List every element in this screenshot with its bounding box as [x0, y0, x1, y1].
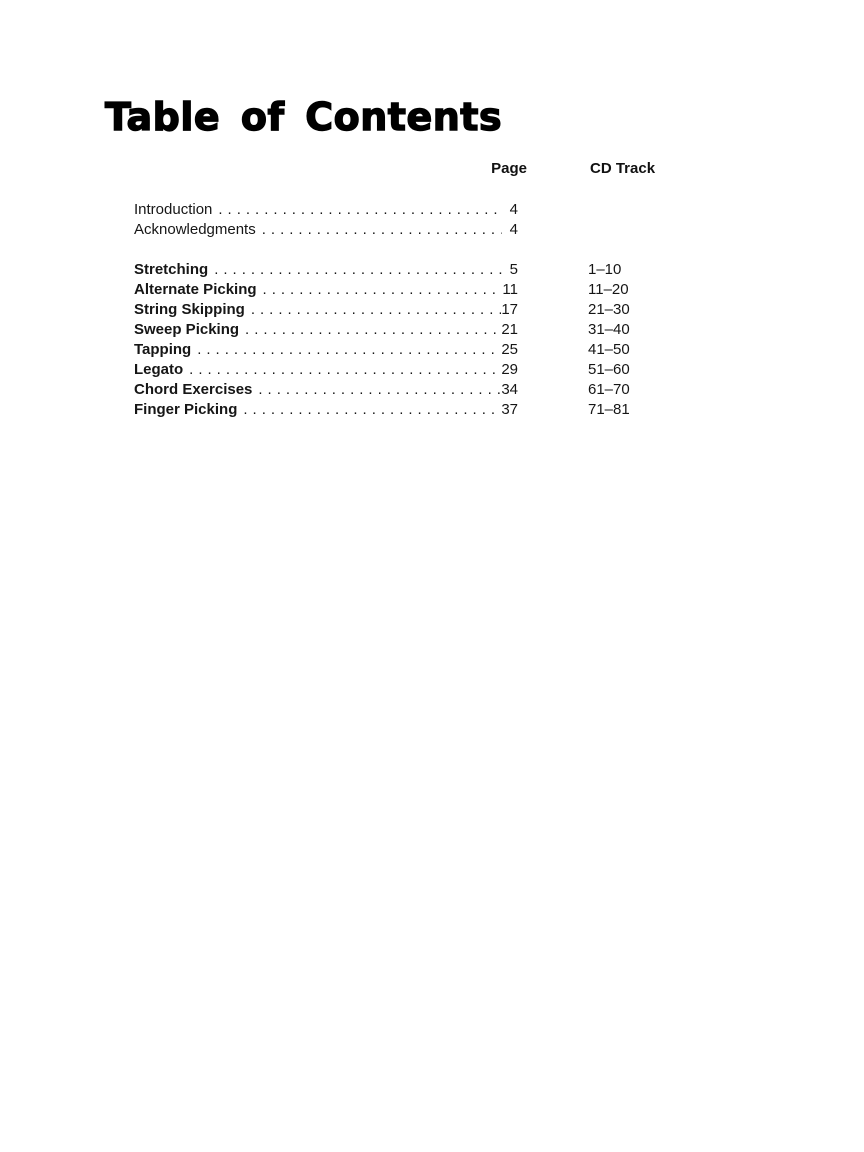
- toc-entry-cd-track: 1–10: [588, 261, 622, 278]
- toc-row: [134, 380, 694, 400]
- toc-entry-label: Finger Picking: [134, 401, 238, 418]
- page-column-header: Page: [491, 160, 527, 177]
- toc-entry-cd-track: 21–30: [588, 301, 630, 318]
- dot-leader: [189, 360, 501, 380]
- toc-row-main: [134, 300, 518, 320]
- toc-entry-page-number: 5: [509, 261, 518, 278]
- dot-leader: [214, 260, 502, 280]
- toc-entry-label: Acknowledgments: [134, 221, 256, 238]
- toc-row: [134, 300, 694, 320]
- toc-entry-cd-track: 11–20: [588, 281, 629, 298]
- toc-row: [134, 320, 694, 340]
- toc-row-main: [134, 260, 518, 280]
- cd-track-column-header: CD Track: [590, 160, 656, 177]
- toc-entry-page-number: 37: [501, 401, 518, 418]
- toc-entry-label: String Skipping: [134, 301, 245, 318]
- toc-entry-page-number: 21: [501, 321, 518, 338]
- toc-row: [134, 260, 694, 280]
- toc-entry-cd-track: 51–60: [588, 361, 630, 378]
- toc-entry-cd-track: 71–81: [588, 401, 630, 418]
- toc-row-main: [134, 320, 518, 340]
- toc-row: [134, 400, 694, 420]
- column-headers: [0, 159, 864, 179]
- toc-row-main: [134, 280, 518, 300]
- toc-entry-label: Legato: [134, 361, 184, 378]
- toc-row-main: [134, 340, 518, 360]
- dot-leader: [263, 280, 502, 300]
- toc-entry-label: Tapping: [134, 341, 192, 358]
- toc-row-main: [134, 400, 518, 420]
- dot-leader: [243, 400, 501, 420]
- toc-entry-label: Chord Exercises: [134, 381, 253, 398]
- toc-entry-cd-track: 31–40: [588, 321, 630, 338]
- dot-leader: [197, 340, 501, 360]
- toc-row: [134, 280, 694, 300]
- toc-entry-page-number: 34: [501, 381, 518, 398]
- front-matter-list: [134, 200, 694, 240]
- toc-row: [134, 340, 694, 360]
- toc-entry-label: Sweep Picking: [134, 321, 240, 338]
- toc-entry-cd-track: 41–50: [588, 341, 630, 358]
- toc-row: [134, 220, 694, 240]
- toc-entry-page-number: 4: [509, 221, 518, 238]
- dot-leader: [251, 300, 501, 320]
- toc-entry-label: Introduction: [134, 201, 213, 218]
- toc-row: [134, 360, 694, 380]
- toc-entry-page-number: 29: [501, 361, 518, 378]
- toc-row: [134, 200, 694, 220]
- page-title: Table of Contents: [105, 95, 503, 139]
- dot-leader: [258, 380, 501, 400]
- toc-entry-page-number: 25: [501, 341, 518, 358]
- toc-entry-page-number: 4: [509, 201, 518, 218]
- toc-row-main: [134, 220, 518, 240]
- toc-entry-page-number: 17: [501, 301, 518, 318]
- dot-leader: [218, 200, 502, 220]
- sections-list: [134, 260, 694, 420]
- dot-leader: [245, 320, 501, 340]
- toc-row-main: [134, 200, 518, 220]
- toc-entry-page-number: 11: [502, 281, 518, 298]
- toc-row-main: [134, 380, 518, 400]
- toc-entry-label: Stretching: [134, 261, 209, 278]
- toc-row-main: [134, 360, 518, 380]
- toc-entry-label: Alternate Picking: [134, 281, 257, 298]
- dot-leader: [262, 220, 502, 240]
- toc-entry-cd-track: 61–70: [588, 381, 630, 398]
